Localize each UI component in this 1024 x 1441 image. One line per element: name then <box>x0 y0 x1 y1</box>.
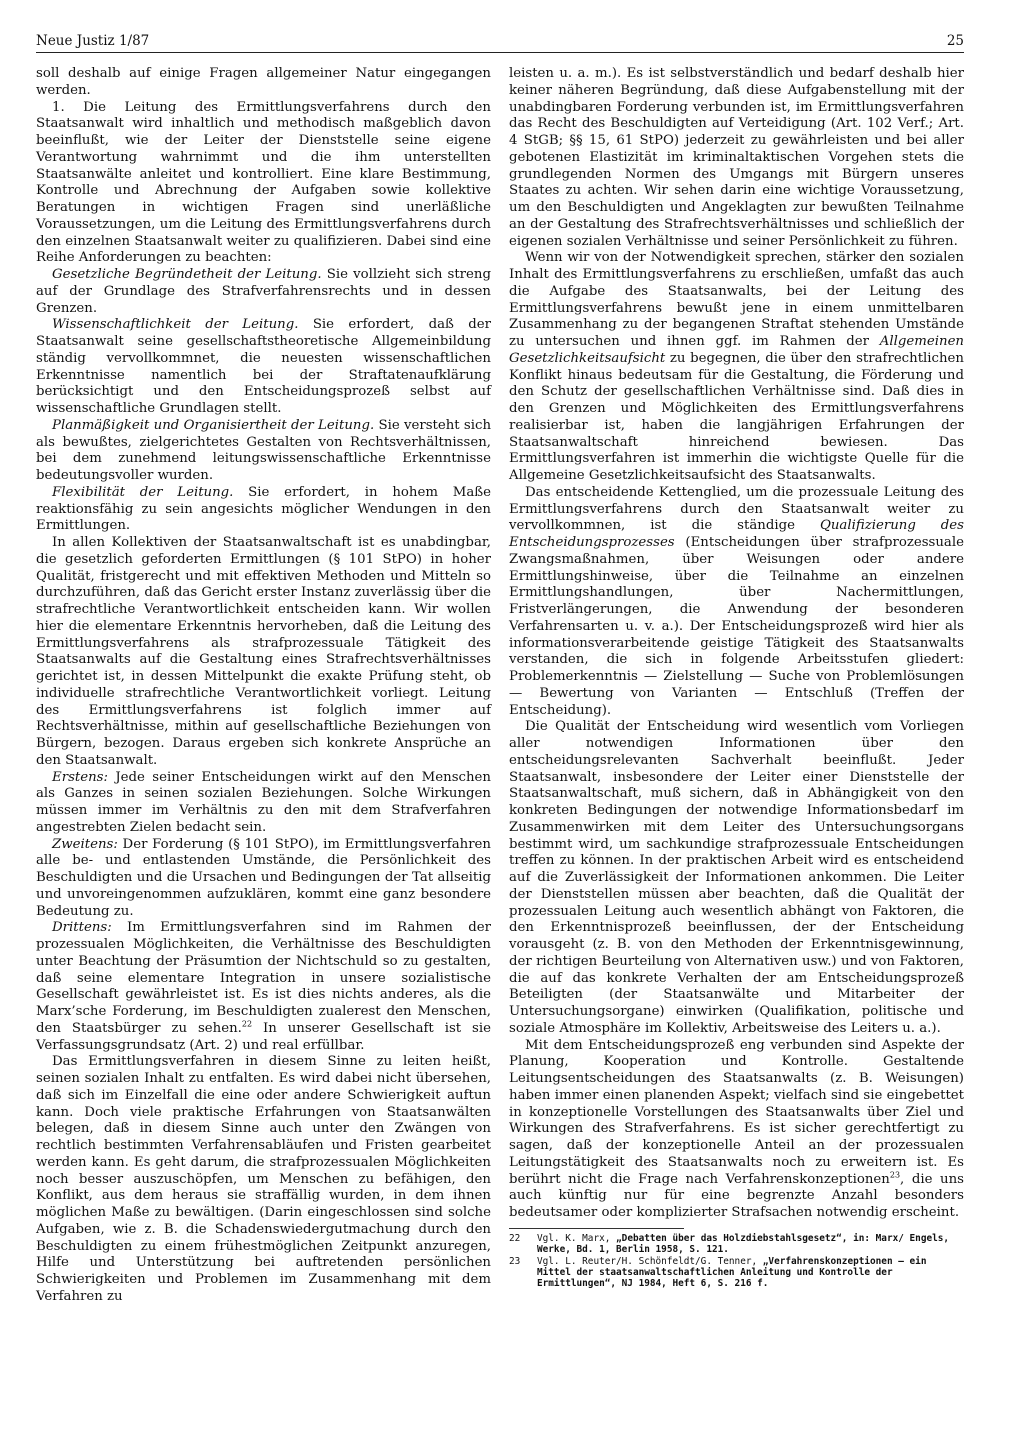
emphasis: Qualifizierung des Entscheidungsprozesses <box>509 518 965 550</box>
text-run: Sie erfordert, daß der Staatsanwalt seine gesellschaftstheoretische Allgemeinbildung ständig vervollkommnet, die neuesten wissenschaftlichen Erkenntnisse namentlich bei der Straftatenaufklärung berücksichtigt und den Entscheidungsprozeß selbst auf wissenschaftliche Grundlagen stellt. <box>36 317 491 416</box>
citation-title: „Verfahrenskonzeptionen – ein Mittel der staatsanwaltschaftlichen Anleitung und Kontrolle der Ermittlungen“, NJ 1984, Heft 6, S. 216 f. <box>537 1255 927 1290</box>
citation-title: „Debatten über das Holzdiebstahlsgesetz“, in: Marx/ Engels, Werke, Bd. 1, Berlin 1958, S. 121. <box>537 1232 950 1256</box>
text-run: Vgl. L. Reuter/H. Schönfeldt/G. Tenner, <box>537 1255 763 1267</box>
running-header <box>36 30 964 53</box>
text-run: Im Ermittlungsverfahren sind im Rahmen der prozessualen Möglichkeiten, die Verhältnisse des Beschuldigten unter Beachtung der Präsumtion der Nichtschuld so zu gestalten, daß seine elementare Integration in unsere sozialistische Gesellschaft gewährleistet ist. Es ist dies nichts anderes, als die Marx’sche Forderung, im Beschuldigten zualerest den Menschen, den Staatsbürger zu sehen. <box>36 920 491 1036</box>
text-run: Mit dem Entscheidungsprozeß eng verbunden sind Aspekte der Planung, Kooperation und Kontrolle. Gestaltende Leitungsentscheidungen des Staatsanwalts (z. B. Weisungen) haben immer einen planenden Aspekt; vielfach sind sie eingebettet in konzeptionelle Vorstellungen des Staatsanwalts über Ziel und Wirkungen des Strafverfahrens. Es ist sicher gerechtfertigt zu sagen, daß der konzeptionelle Anteil an der prozessualen Leitungstätigkeit des Staatsanwalts noch zu erweitern ist. Es berührt nicht die Frage nach Verfahrenskonzeptionen <box>509 1037 964 1187</box>
left-column <box>36 66 491 1306</box>
text-run: zu begegnen, die über den strafrechtlichen Konflikt hinaus bedeutsam für die Gestaltung, die Förderung und den Schutz der gesellschaftlichen Verhältnisse sind. Daß dies in den Grenzen und Möglichkeiten des Ermittlungsverfahrens realisierbar ist, haben die langjährigen Erfahrungen der Staatsanwaltschaft hinreichend bewiesen. Das Ermittlungsverfahren ist immerhin die wichtigste Quelle für die Allgemeine Gesetzlichkeitsaufsicht des Staatsanwalts. <box>509 350 964 483</box>
text-run: 1. Die Leitung des Ermittlungsverfahrens durch den Staatsanwalt wird inhaltlich und methodisch maßgeblich davon beeinflußt, wie der Leiter der Dienststelle seine eigene Verantwortung wahrnimmt und die ihm unterstellten Staatsanwälte anleitet und kontrolliert. Eine klare Bestimmung, Kontrolle und Abrechnung der Aufgaben sowie kollektive Beratungen in wichtigen Fragen sind unerläßliche Voraussetzungen, um die Leitung des Ermittlungsverfahrens durch den einzelnen Staatsanwalt weiter zu qualifizieren. Dabei sind eine Reihe Anforderungen zu beachten: <box>36 99 491 266</box>
paragraph <box>36 485 491 535</box>
footnotes <box>509 1233 964 1290</box>
text-run: , die uns auch künftig nur für eine begrenzte Anzahl besonders bedeutsamer oder komplizierter Strafsachen notwendig erscheint. <box>509 1171 964 1220</box>
footnote-number: 22 <box>509 1232 521 1244</box>
paragraph <box>509 719 964 1037</box>
paragraph <box>36 100 491 268</box>
emphasis: Drittens: <box>52 920 112 936</box>
right-column <box>509 66 964 1290</box>
footnote-text <box>537 1256 964 1290</box>
paragraph <box>509 66 964 250</box>
paragraph <box>509 250 964 485</box>
text-run: Sie vollzieht sich streng auf der Grundlage des Strafverfahrensrechts und in dessen Grenzen. <box>36 267 491 316</box>
text-run: Das entscheidende Kettenglied, um die prozessuale Leitung des Ermittlungsverfahrens durch den Staatsanwalt weiter zu vervollkommnen, ist die ständige <box>509 484 964 534</box>
emphasis: Planmäßigkeit und Organisiertheit der Leitung. <box>52 417 375 433</box>
emphasis: Gesetzliche Begründetheit der Leitung. <box>52 267 322 282</box>
footnote <box>509 1233 964 1256</box>
text-run: Der Forderung (§ 101 StPO), im Ermittlungsverfahren alle be- und entlastenden Umstände, die Persönlichkeit des Beschuldigten und die Ursachen und Bedingungen der Tat allseitig und unvoreingenommen aufzuklären, kommt eine ganz besondere Bedeutung zu. <box>36 836 491 919</box>
paragraph <box>509 1038 964 1222</box>
text-run: Sie erfordert, in hohem Maße reaktionsfähig zu sein angesichts möglicher Wendungen in den Ermittlungen. <box>36 484 492 534</box>
right-column-body <box>509 66 964 1222</box>
paragraph <box>36 317 491 418</box>
emphasis: Wissenschaftlichkeit der Leitung. <box>52 317 299 333</box>
emphasis: Allgemeinen Gesetzlichkeitsaufsicht <box>509 334 964 366</box>
emphasis: Flexibilität der Leitung. <box>52 484 234 500</box>
paragraph <box>36 418 491 485</box>
footnote-text <box>537 1233 964 1256</box>
emphasis: Zweitens: <box>52 836 118 852</box>
text-run: Jede seiner Entscheidungen wirkt auf den Menschen als Ganzes in seinen sozialen Beziehungen. Solche Wirkungen müssen immer im Verhältnis zu den mit dem Strafverfahren angestrebten Zielen bedacht sein. <box>36 769 491 835</box>
text-run: Sie versteht sich als bewußtes, zielgerichtetes Gestalten von Rechtsverhältnissen, bei dem zunehmend leitungswissenschaftliche Erkenntnisse bedeutungsvoller wurden. <box>36 417 492 483</box>
paragraph <box>36 535 491 770</box>
footnote-ref: 22 <box>241 1019 253 1029</box>
emphasis: Erstens: <box>52 769 108 785</box>
paragraph <box>36 267 491 317</box>
journal-title: Neue Justiz 1/87 <box>36 33 150 49</box>
footnote <box>509 1256 964 1290</box>
text-run: leisten u. a. m.). Es ist selbstverständlich und bedarf deshalb hier keiner näheren Begründung, daß diese Aufgabenstellung mit der unabdingbaren Forderung verbunden ist, im Ermittlungsverfahren das Recht des Beschuldigten auf Verteidigung (Art. 102 Verf.; Art. 4 StGB; §§ 15, 61 StPO) jederzeit zu gewährleisten und bei aller gebotenen Elastizität im kriminaltaktischen Vorgehen stets die grundlegenden Normen des Umgangs mit Bürgern unseres Staates zu achten. Wir sehen darin eine wichtige Voraussetzung, um den Beschuldigten und Angeklagten zur bewußten Teilnahme an der Gestaltung des Strafrechtsverhältnisses und schließlich der eigenen sozialen Verhältnisse und seiner Persönlichkeit zu führen. <box>509 66 964 249</box>
footnote-divider <box>509 1228 684 1229</box>
paragraph <box>36 837 491 921</box>
paragraph <box>509 485 964 720</box>
paragraph <box>36 920 491 1054</box>
text-run: Die Qualität der Entscheidung wird wesentlich vom Vorliegen aller notwendigen Informationen über den entscheidungsrelevanten Sachverhalt beeinflußt. Jeder Staatsanwalt, insbesondere der Leiter einer Dienststelle der Staatsanwaltschaft, muß sichern, daß in Abhängigkeit von den konkreten Bedingungen der notwendige Informationsbedarf im Zusammenwirken mit dem Leiter des Untersuchungsorgans bestimmt wird, um sachkundige strafprozessuale Entscheidungen treffen zu können. In der praktischen Arbeit wird es entscheidend auf die Zuverlässigkeit der Informationen ankommen. Die Leiter der Dienststellen müssen aber beachten, daß die Qualität der prozessualen Leitung auch wesentlich abhängt von Faktoren, die den Erkenntnisprozeß beeinflussen, der der Entscheidung vorausgeht (z. B. von den Methoden der Erkenntnisgewinnung, der richtigen Beurteilung von Alternativen usw.) und von Faktoren, die auf das konkrete Verhalten der am Entscheidungsprozeß Beteiligten (der Staatsanwälte und Mitarbeiter der Untersuchungsorgane) einwirken (Qualifikation, politische und soziale Atmosphäre im Kollektiv, Arbeitsweise des Leiters u. a.). <box>509 719 964 1036</box>
text-run: Wenn wir von der Notwendigkeit sprechen, stärker den sozialen Inhalt des Ermittlungsverfahrens zu erschließen, umfaßt das auch die Aufgabe des Staatsanwalts, bei der Leitung des Ermittlungsverfahrens bewußt jene in einem unmittelbaren Zusammenhang zu der begangenen Straftat stehenden Umstände zu untersuchen und ihnen ggf. im Rahmen der <box>509 250 964 349</box>
paragraph <box>36 66 491 100</box>
text-run: Vgl. K. Marx, <box>537 1232 617 1244</box>
paragraph <box>36 1054 491 1305</box>
text-run: In unserer Gesellschaft ist sie Verfassungsgrundsatz (Art. 2) und real erfüllbar. <box>36 1020 491 1053</box>
text-run: soll deshalb auf einige Fragen allgemeiner Natur eingegangen werden. <box>36 66 491 98</box>
footnote-ref: 23 <box>889 1170 901 1180</box>
paragraph <box>36 770 491 837</box>
page-number: 25 <box>946 33 964 49</box>
footnote-number: 23 <box>509 1255 521 1267</box>
text-run: Das Ermittlungsverfahren in diesem Sinne zu leiten heißt, seinen sozialen Inhalt zu entfalten. Es wird dabei nicht übersehen, daß sich im Einzelfall die eine oder andere Schwierigkeit auftun kann. Doch viele praktische Erfahrungen von Staatsanwälten belegen, daß in diesem Sinne auch unter den Zwängen von rechtlich bestimmten Verfahrensabläufen und Fristen gearbeitet werden kann. Es geht darum, die strafprozessualen Möglichkeiten noch besser auszuschöpfen, um Menschen zu befähigen, den Konflikt, aus dem heraus sie straffällig wurden, in dem ihnen möglichen Maße zu bewältigen. (Darin eingeschlossen sind solche Aufgaben, wie z. B. die Schadenswiedergutmachung durch den Beschuldigten zu einem frühestmöglichen Zeitpunkt anzuregen, Hilfe und Unterstützung bei auftretenden persönlichen Schwierigkeiten und Problemen im Zusammenhang mit dem Verfahren zu <box>36 1054 491 1304</box>
text-run: (Entscheidungen über strafprozessuale Zwangsmaßnahmen, über Weisungen oder andere Ermittlungshinweise, über die Teilnahme an einzelnen Ermittlungshandlungen, über Nachermittlungen, Fristverlängerungen, die Anwendung der besonderen Verfahrensarten u. v. a.). Der Entscheidungsprozeß wird hier als informationsverarbeitende geistige Tätigkeit des Staatsanwalts verstanden, die sich in folgende Arbeitsstufen gliedert: Problemerkenntnis — Zielstellung — Suche von Problemlösungen — Bewertung von Varianten — Entschluß (Treffen der Entscheidung). <box>509 535 964 718</box>
text-run: In allen Kollektiven der Staatsanwaltschaft ist es unabdingbar, die gesetzlich geforderten Ermittlungen (§ 101 StPO) in hoher Qualität, fristgerecht und mit effektiven Methoden und Mitteln so durchzuführen, daß das Gericht erster Instanz zuverlässig über die strafrechtliche Verantwortlichkeit entscheiden kann. Wir wollen hier die elementare Erkenntnis hervorheben, daß die Leitung des Ermittlungsverfahrens als strafprozessuale Tätigkeit des Staatsanwalts auf die Gestaltung eines Strafrechtsverhältnisses gerichtet ist, in dessen Mittelpunkt die exakte Prüfung steht, ob individuelle strafrechtliche Verantwortlichkeit vorliegt. Leitung des Ermittlungsverfahrens ist folglich immer auf Rechtsverhältnisse, mithin auf gesellschaftliche Beziehungen von Bürgern, bezogen. Daraus ergeben sich konkrete Ansprüche an den Staatsanwalt. <box>36 535 491 768</box>
